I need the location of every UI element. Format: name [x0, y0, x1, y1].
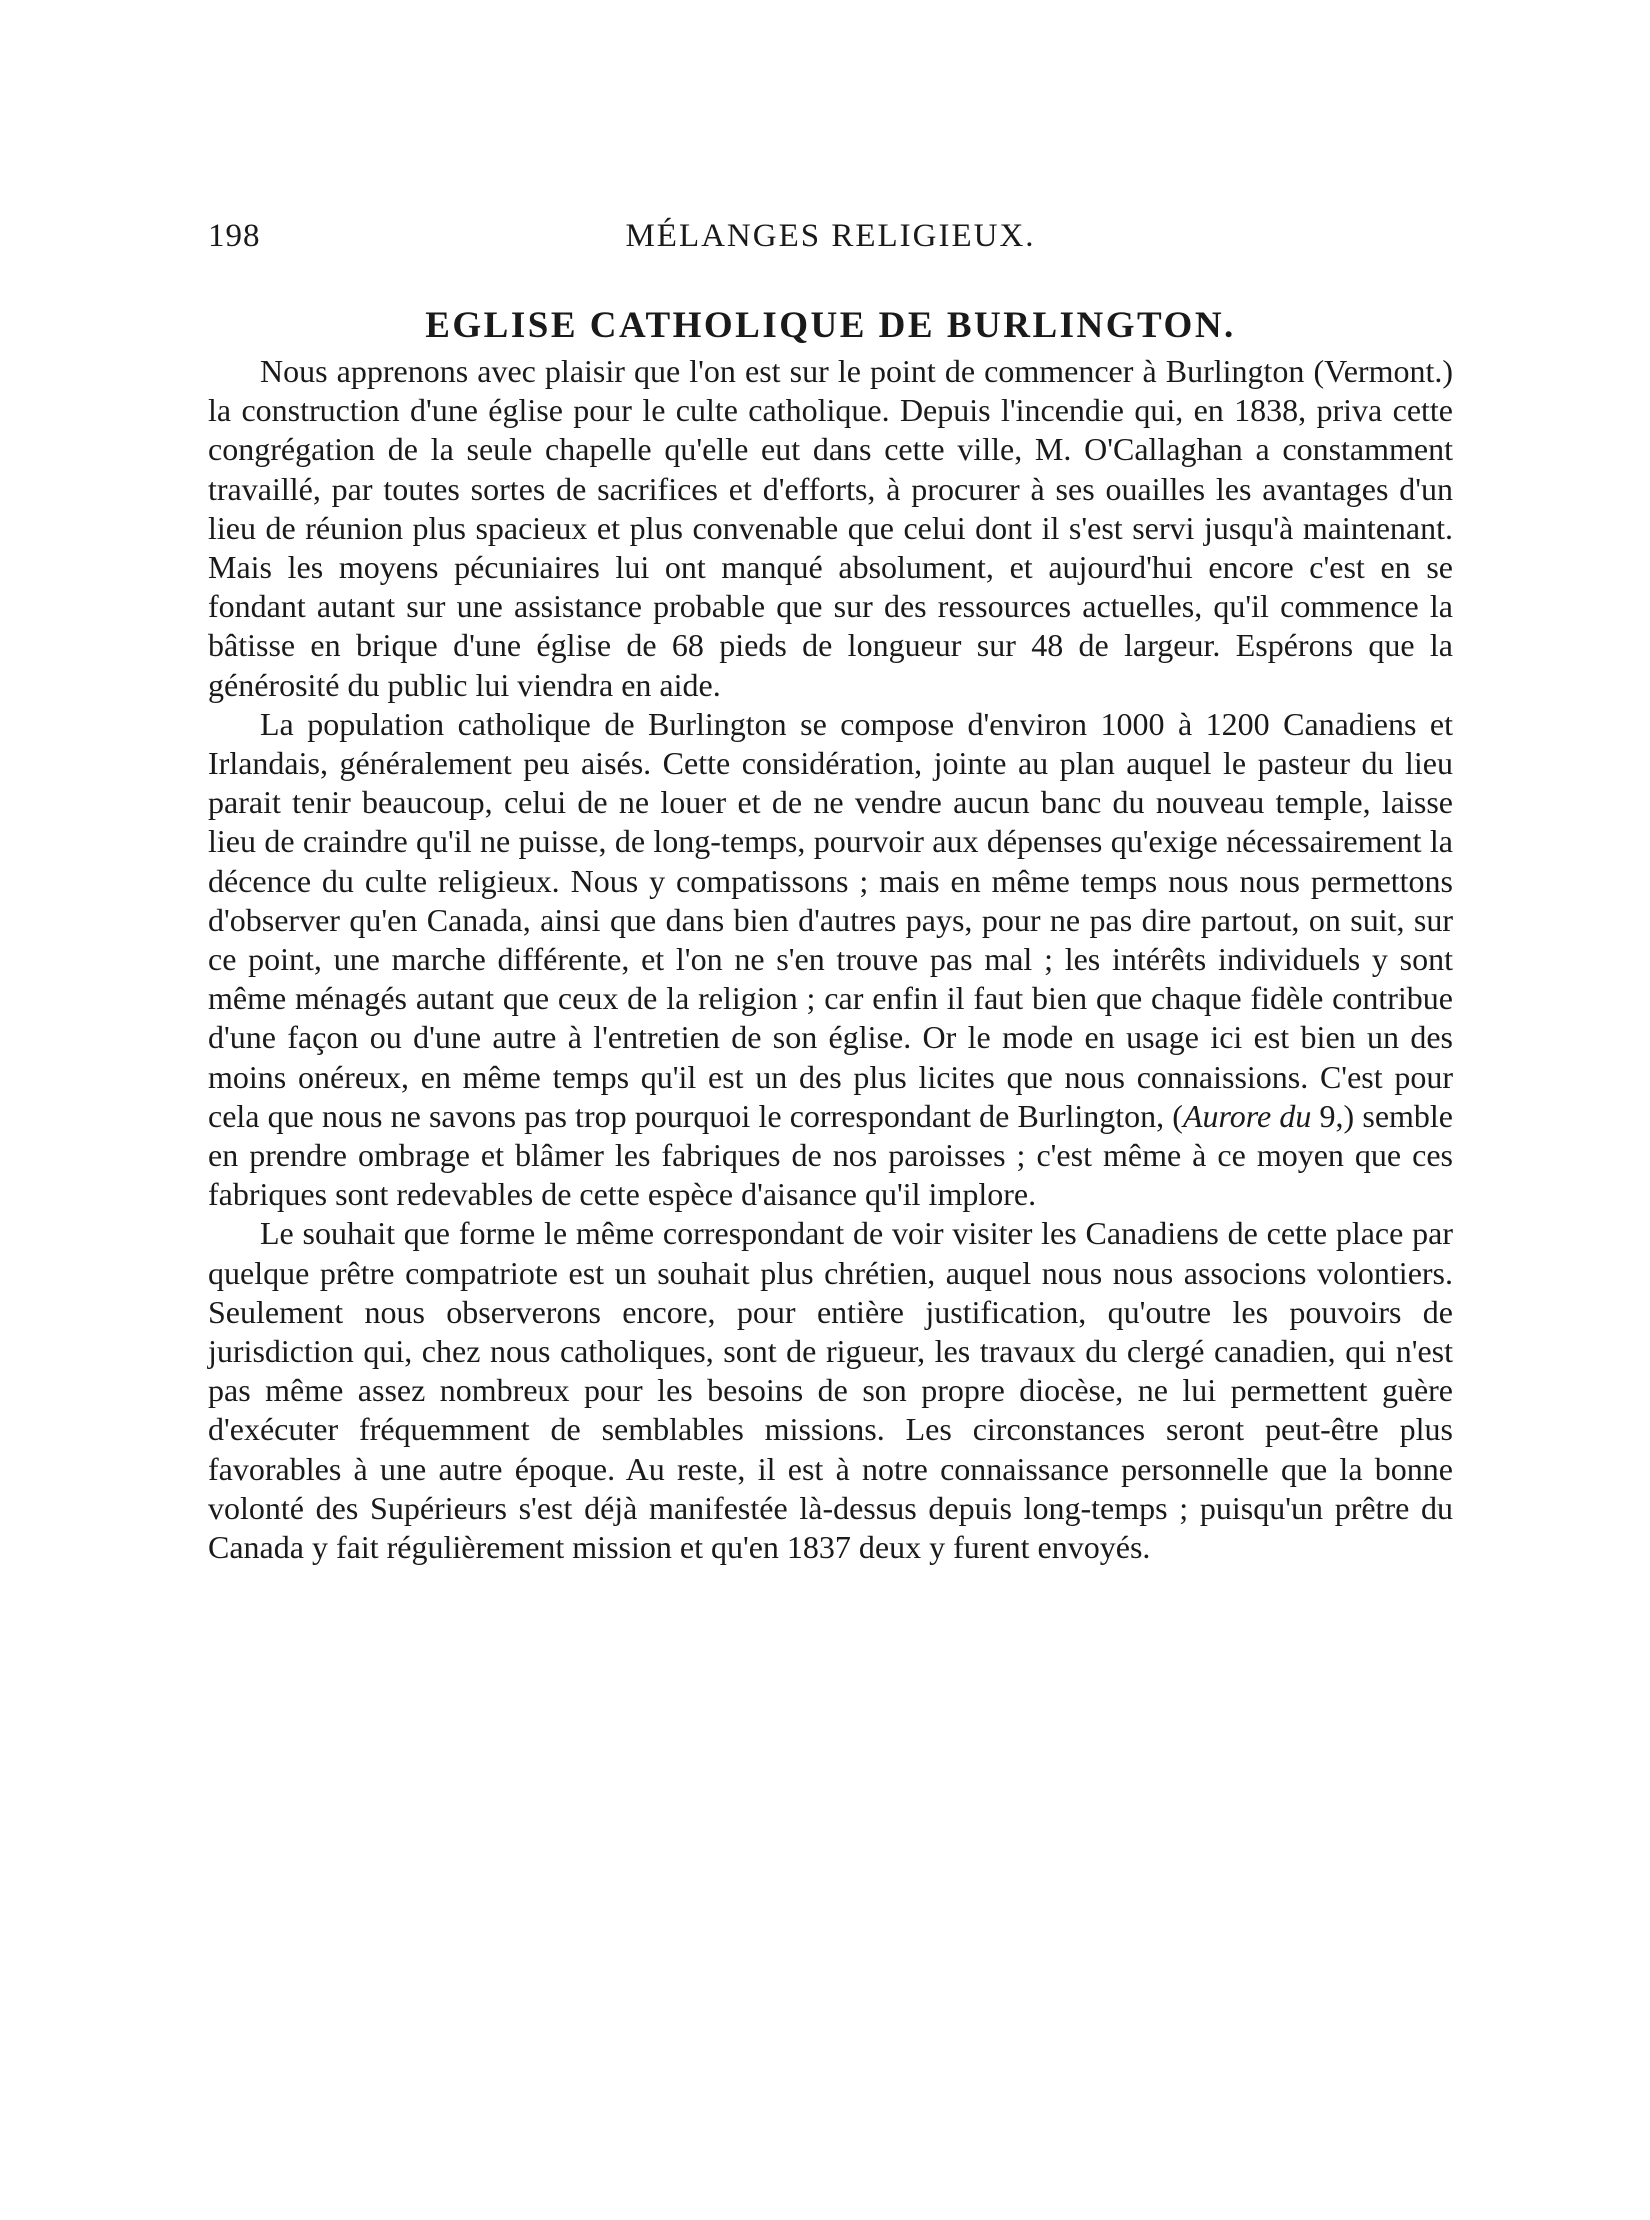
running-title: MÉLANGES RELIGIEUX.	[625, 218, 1036, 254]
running-head	[208, 218, 1453, 262]
paragraph-2	[208, 705, 1453, 1215]
paragraph-2-italic-source: Aurore du	[1182, 1097, 1312, 1134]
paragraph-3: Le souhait que forme le même correspondant de voir visiter les Canadiens de cette place par quelque prêtre compatriote est un souhait plus chrétien, auquel nous nous associons volontiers. Seulement nous observerons encore, pour entière justification, qu'outre les pouvoirs de jurisdiction qui, chez nous catholiques, sont de rigueur, les travaux du clergé canadien, qui n'est pas même assez nombreux pour les besoins de son propre diocèse, ne lui permettent guère d'exécuter fréquemment de semblables missions. Les circonstances seront peut-être plus favorables à une autre époque. Au reste, il est à notre connaissance personnelle que la bonne volonté des Supérieurs s'est déjà manifestée là-dessus depuis long-temps ; puisqu'un prêtre du Canada y fait régulièrement mission et qu'en 1837 deux y furent envoyés.	[208, 1215, 1453, 1566]
paragraph-1: Nous apprenons avec plaisir que l'on est sur le point de commencer à Burlington (Vermont.) la construction d'une église pour le culte catholique. Depuis l'incendie qui, en 1838, priva cette congrégation de la seule chapelle qu'elle eut dans cette ville, M. O'Callaghan a constamment travaillé, par toutes sortes de sacrifices et d'efforts, à procurer à ses ouailles les avantages d'un lieu de réunion plus spacieux et plus convenable que celui dont il s'est servi jusqu'à maintenant. Mais les moyens pécuniaires lui ont manqué absolument, et aujourd'hui encore c'est en se fondant autant sur une assistance probable que sur des ressources actuelles, qu'il commence la bâtisse en brique d'une église de 68 pieds de longueur sur 48 de largeur. Espérons que la générosité du public lui viendra en aide.	[208, 353, 1453, 703]
printed-page	[208, 218, 1453, 1567]
article-title: EGLISE CATHOLIQUE DE BURLINGTON.	[425, 305, 1236, 346]
paragraph-2-text-start: La population catholique de Burlington se compose d'environ 1000 à 1200 Canadiens et Irlandais, généralement peu aisés. Cette considération, jointe au plan auquel le pasteur du lieu parait tenir beaucoup, celui de ne louer et de ne vendre aucun banc du nouveau temple, laisse lieu de craindre qu'il ne puisse, de long-temps, pourvoir aux dépenses qu'exige nécessairement la décence du culte religieux. Nous y compatissons ; mais en même temps nous nous permettons d'observer qu'en Canada, ainsi que dans bien d'autres pays, pour ne pas dire partout, on suit, sur ce point, une marche différente, et l'on ne s'en trouve pas mal ; les intérêts individuels y sont même ménagés autant que ceux de la religion ; car enfin il faut bien que chaque fidèle contribue d'une façon ou d'une autre à l'entretien de son église. Or le mode en usage ici est bien un des moins onéreux, en même temps qu'il est un des plus licites que nous connaissions. C'est pour cela que nous ne savons pas trop pourquoi le correspondant de Burlington, (	[208, 705, 1453, 1134]
paragraph-2-text-end: 9,) semble en prendre ombrage et blâmer les fabriques de nos paroisses ; c'est même à ce moyen que ces fabriques sont redevables de cette espèce d'aisance qu'il implore.	[208, 1097, 1454, 1213]
page-number: 198	[208, 218, 261, 254]
